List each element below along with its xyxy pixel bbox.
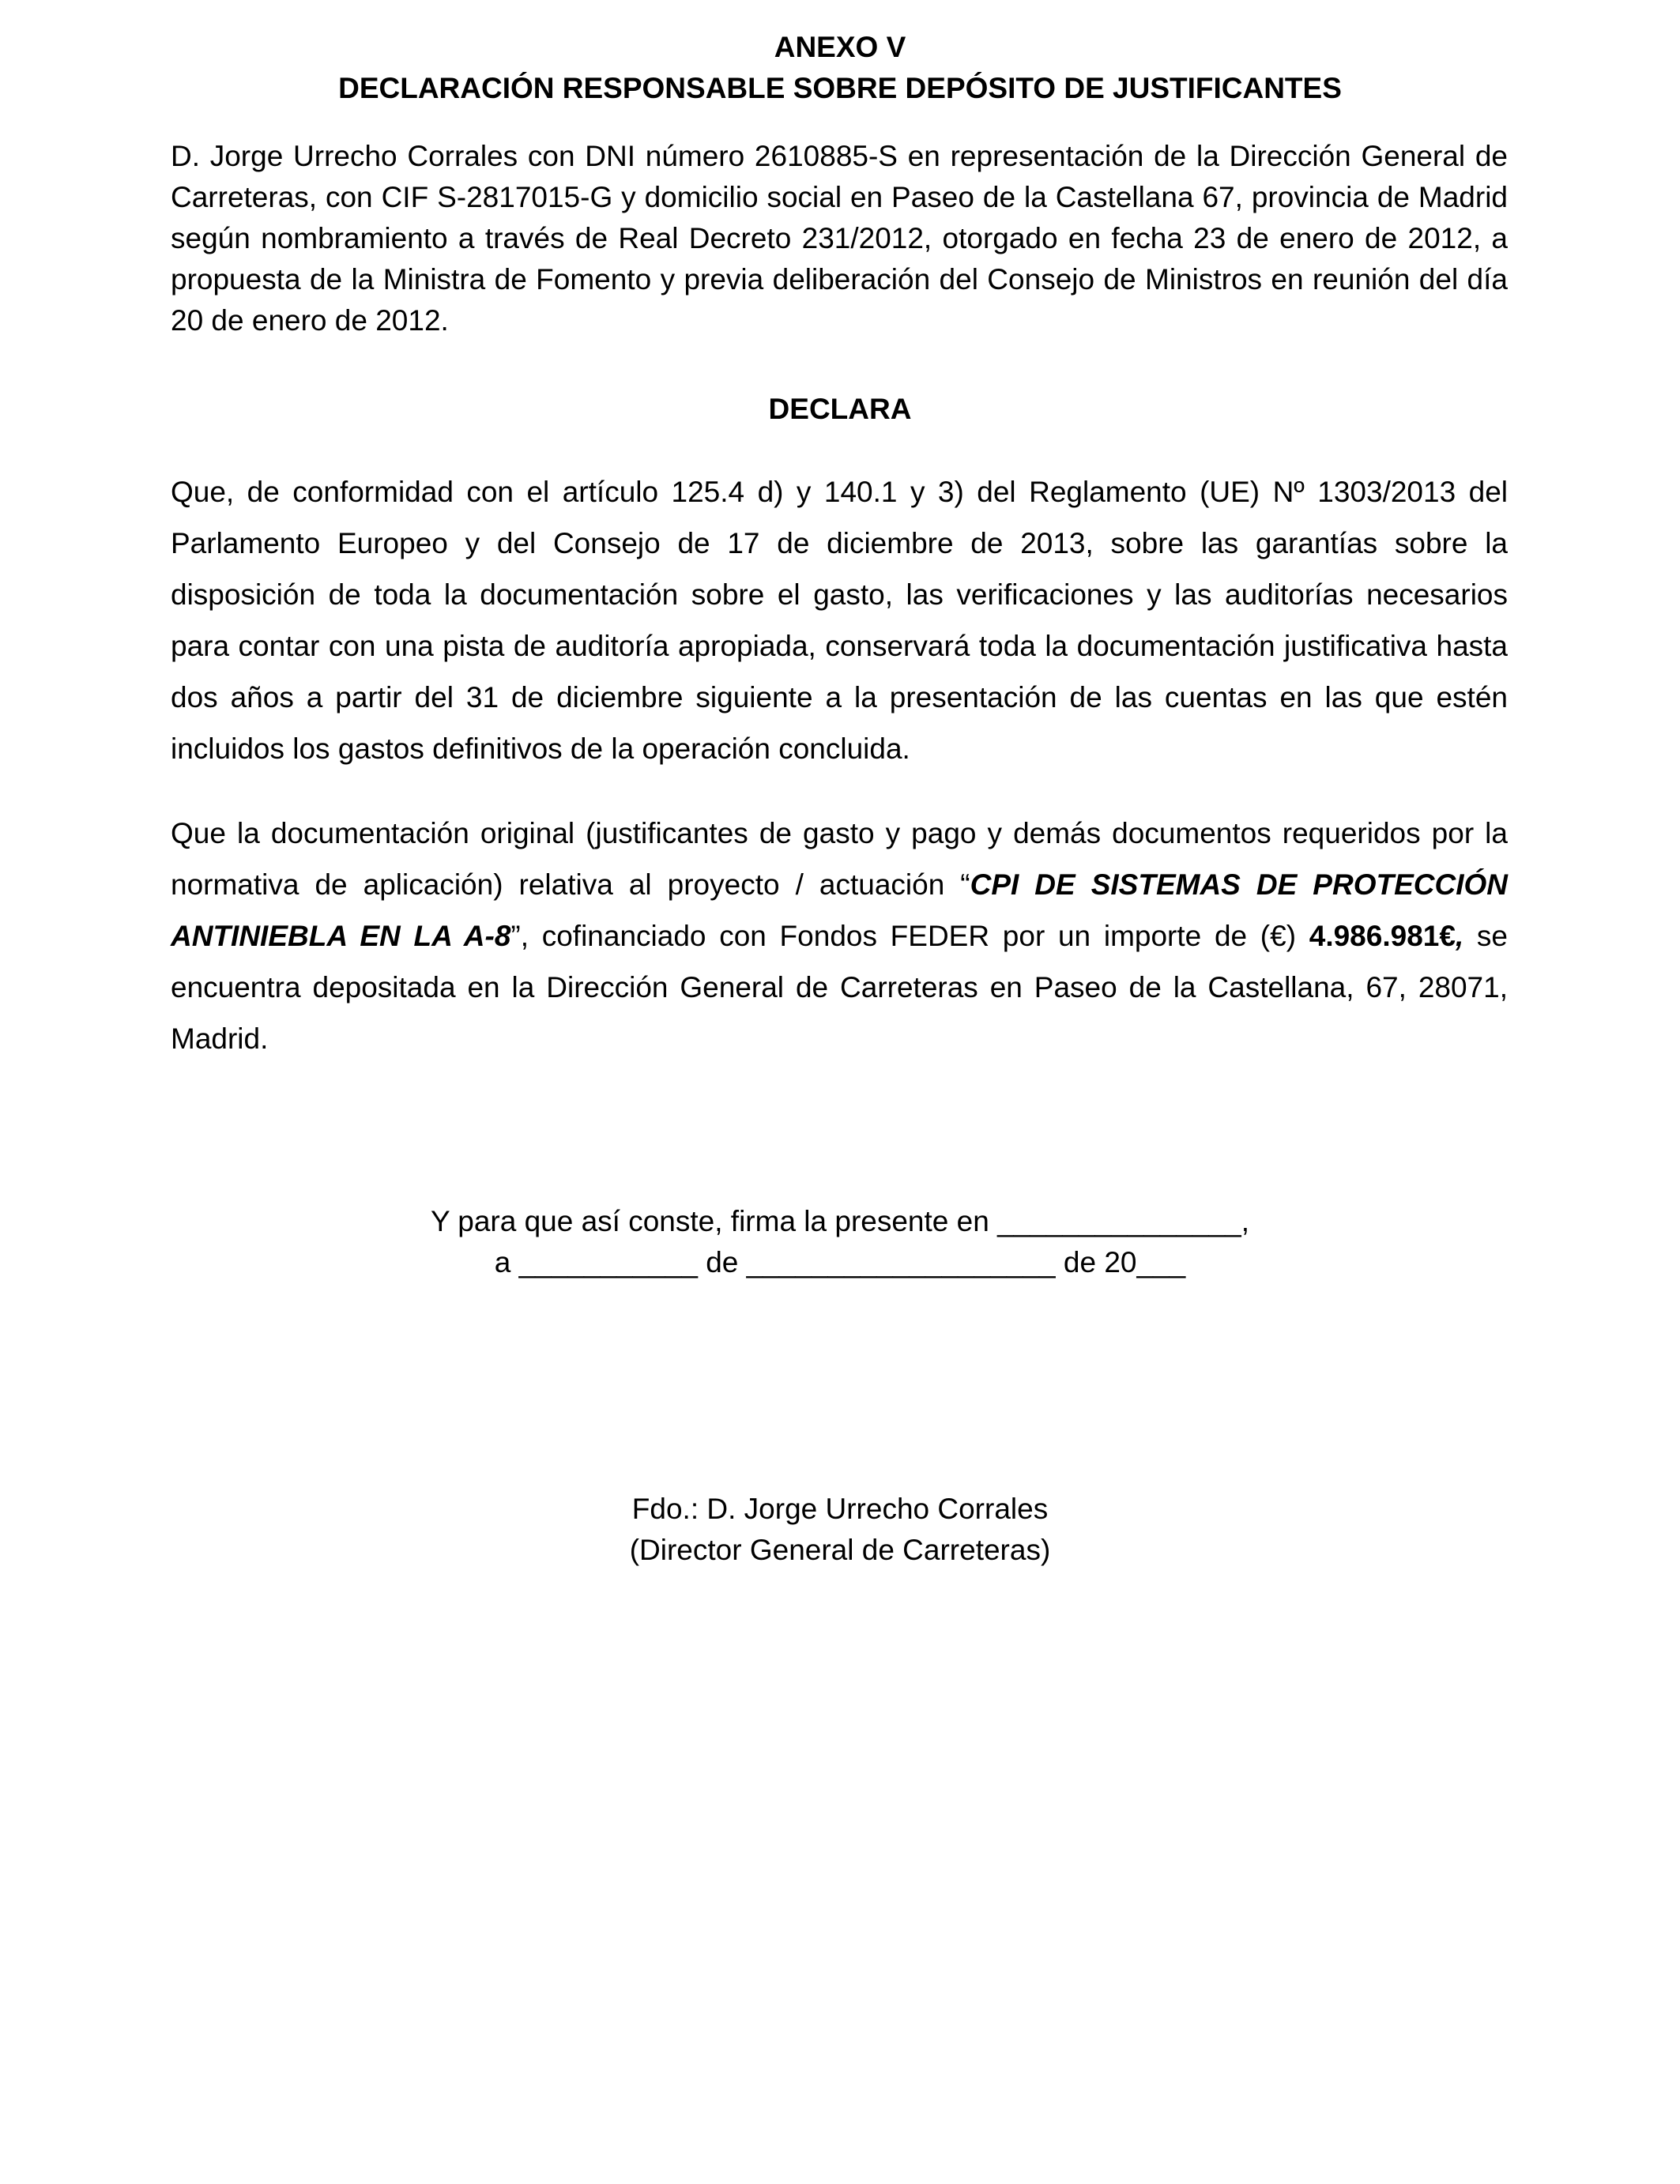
project-name: CPI DE SISTEMAS DE PROTECCIÓN ANTINIEBLA EN LA A-8: [171, 868, 1508, 952]
clause-deposit-paragraph: [171, 808, 1508, 1064]
clause-deposit-text-2: ”, cofinanciado con Fondos FEDER por un importe de (€): [510, 920, 1309, 952]
amount-comma: ,: [1455, 920, 1464, 952]
signature-name: Fdo.: D. Jorge Urrecho Corrales: [631, 1493, 1049, 1525]
annex-heading: ANEXO V: [774, 31, 906, 63]
clause-deposit-text-3: se encuentra depositada en la Dirección General de Carreteras en Paseo de la Castellana, 67, 28071, Madrid.: [171, 920, 1509, 1055]
clause-conservation-paragraph: Que, de conformidad con el artículo 125.4 d) y 140.1 y 3) del Reglamento (UE) Nº 1303/2013 del Parlamento Europeo y del Consejo de 17 de diciembre de 2013, sobre las garantías sobre la disposición de toda la documentación sobre el gasto, las verificaciones y las auditorías necesarios para contar con una pista de auditoría apropiada, conservará toda la documentación justificativa hasta dos años a partir del 31 de diciembre siguiente a la presentación de las cuentas en las que estén incluidos los gastos definitivos de la operación concluida.: [171, 476, 1508, 765]
closing-place-line: Y para que así conste, firma la presente en _______________,: [430, 1205, 1250, 1237]
clause-deposit-text-1: Que la documentación original (justificantes de gasto y pago y demás documentos requeridos por la normativa de aplicación) relativa al proyecto / actuación “: [171, 817, 1508, 901]
document-title: DECLARACIÓN RESPONSABLE SOBRE DEPÓSITO DE JUSTIFICANTES: [338, 72, 1342, 104]
intro-paragraph: D. Jorge Urrecho Corrales con DNI número 2610885-S en representación de la Dirección General de Carreteras, con CIF S-2817015-G y domicilio social en Paseo de la Castellana 67, provincia de Madrid según nombramiento a través de Real Decreto 231/2012, otorgado en fecha 23 de enero de 2012, a propuesta de la Ministra de Fomento y previa deliberación del Consejo de Ministros en reunión del día 20 de enero de 2012.: [171, 140, 1508, 337]
signature-role: (Director General de Carreteras): [629, 1534, 1051, 1566]
amount-value: 4.986.981€: [1309, 920, 1456, 952]
declara-heading: DECLARA: [768, 393, 912, 425]
closing-date-line: a ___________ de ___________________ de 20___: [494, 1246, 1186, 1278]
